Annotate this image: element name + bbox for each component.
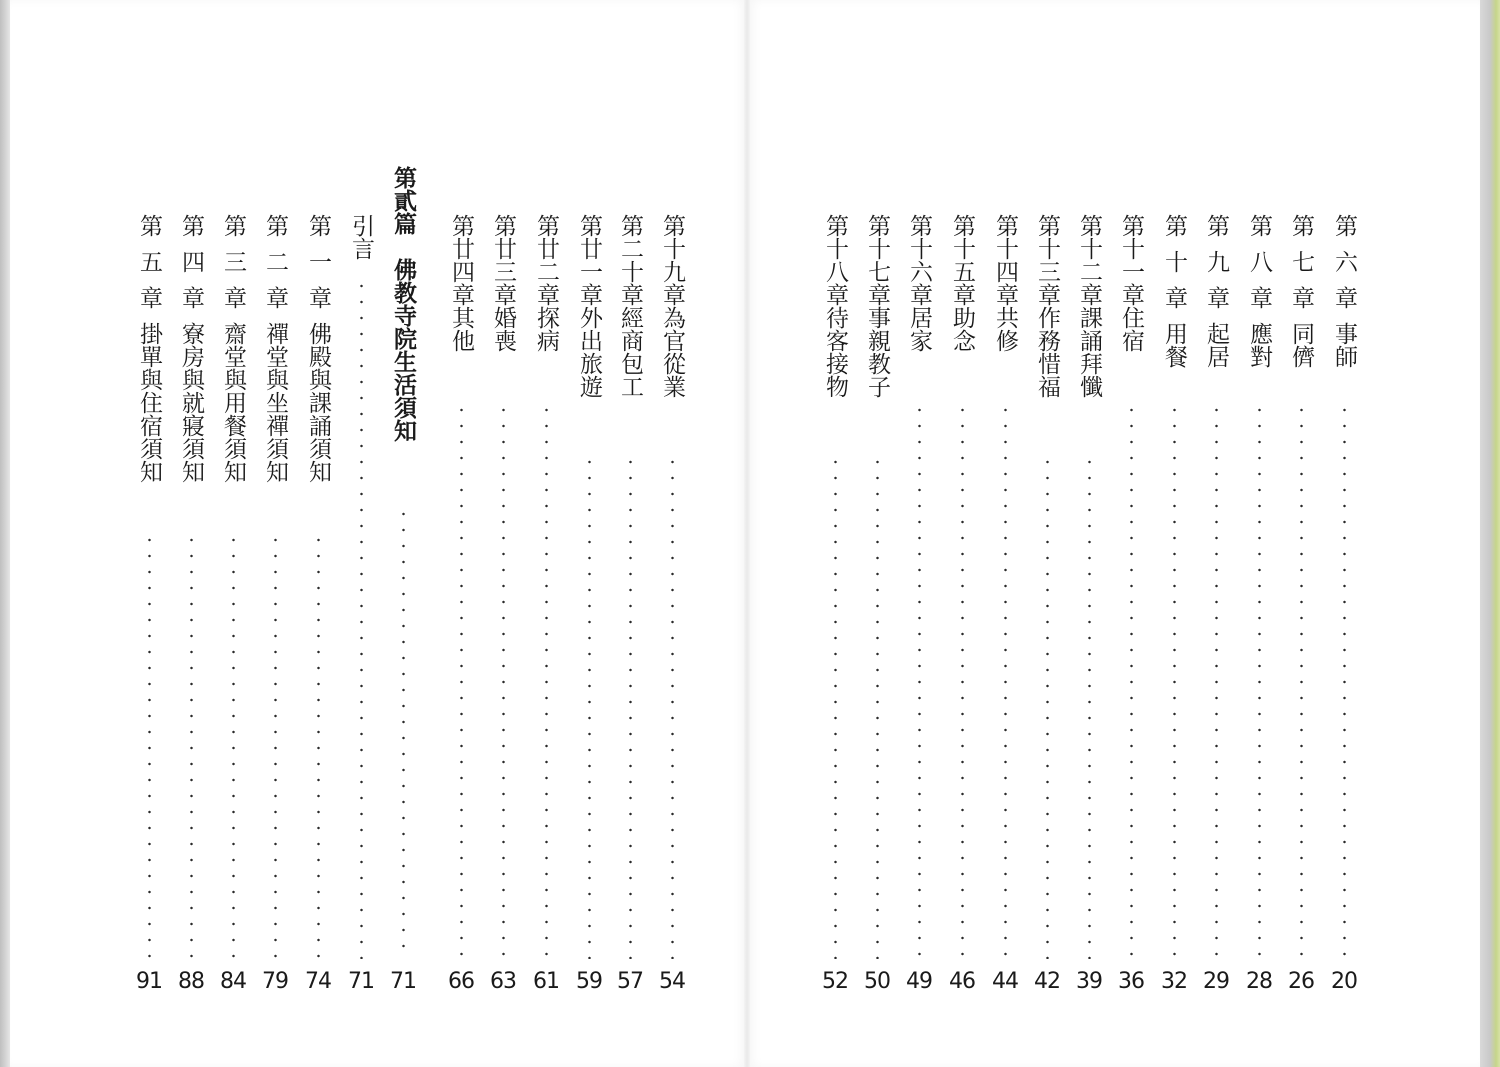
toc-entry: [1246, 214, 1272, 1014]
book-edge-right: [1480, 0, 1500, 1067]
chapter-title: 應對: [1246, 322, 1272, 368]
page-number: 29: [1203, 969, 1229, 994]
chapter-number: 第二十章: [617, 214, 643, 306]
toc-entry: [864, 214, 890, 1014]
page-number: 91: [136, 969, 162, 994]
toc-entry: [906, 214, 932, 1014]
right-page: [747, 0, 1480, 1067]
chapter-title: 事親教子: [864, 306, 890, 398]
page-number: 79: [262, 969, 288, 994]
chapter-title: 課誦拜懺: [1076, 306, 1102, 398]
leader-dots: [671, 454, 674, 959]
chapter-number: 第十一章: [1118, 214, 1144, 306]
chapter-number: 第廿二章: [533, 214, 559, 306]
leader-dots: [232, 532, 235, 959]
leader-dots: [502, 402, 505, 959]
toc-entry: [490, 214, 516, 1014]
page-number: 49: [906, 969, 932, 994]
chapter-title: 掛單與住宿須知: [136, 322, 162, 483]
chapter-title: 寮房與就寢須知: [178, 322, 204, 483]
toc-entry-intro: [348, 214, 374, 1014]
chapter-title: 婚喪: [490, 306, 516, 352]
chapter-number: 第十九章: [659, 214, 685, 306]
chapter-number: 第十七章: [864, 214, 890, 306]
chapter-number: 第十三章: [1034, 214, 1060, 306]
chapter-title: 同儕: [1288, 322, 1314, 368]
part-heading: [390, 166, 416, 994]
toc-entry: [1076, 214, 1102, 1014]
page-number: 66: [448, 969, 474, 994]
toc-entry: [136, 214, 162, 1014]
chapter-number: 第廿一章: [576, 214, 602, 306]
page-number: 71: [390, 969, 416, 994]
chapter-number: 第十二章: [1076, 214, 1102, 306]
toc-entry: [178, 214, 204, 1014]
page-number: 88: [178, 969, 204, 994]
chapter-number: 第九章: [1203, 214, 1229, 322]
chapter-title: 待客接物: [822, 306, 848, 398]
leader-dots: [1258, 402, 1261, 959]
leader-dots: [360, 278, 363, 959]
page-number: 26: [1288, 969, 1314, 994]
leader-dots: [1300, 402, 1303, 959]
chapter-title: 經商包工: [617, 306, 643, 398]
leader-dots: [1046, 454, 1049, 959]
page-number: 50: [864, 969, 890, 994]
chapter-number: 第十八章: [822, 214, 848, 306]
toc-entry: [992, 214, 1018, 1014]
chapter-number: 第十四章: [992, 214, 1018, 306]
chapter-number: 第廿四章: [448, 214, 474, 306]
chapter-number: 第四章: [178, 214, 204, 322]
toc-entry: [822, 214, 848, 1014]
chapter-title: 住宿: [1118, 306, 1144, 352]
book-gutter: [744, 0, 750, 1067]
page-number: 42: [1034, 969, 1060, 994]
page-number: 63: [490, 969, 516, 994]
leader-dots: [274, 532, 277, 959]
toc-entry: [617, 214, 643, 1014]
leader-dots: [317, 532, 320, 959]
page-number: 28: [1246, 969, 1272, 994]
page-number: 46: [949, 969, 975, 994]
leader-dots: [629, 454, 632, 959]
chapter-number: 第一章: [305, 214, 331, 322]
chapter-title: 作務惜福: [1034, 306, 1060, 398]
chapter-title: 共修: [992, 306, 1018, 352]
chapter-title: 齋堂與用餐須知: [220, 322, 246, 483]
page-number: 74: [305, 969, 331, 994]
toc-entry: [1118, 214, 1144, 1014]
part-title: 第貳篇 佛教寺院生活須知: [390, 166, 416, 442]
page-number: 54: [659, 969, 685, 994]
toc-entry: [1161, 214, 1187, 1014]
toc-entry: [220, 214, 246, 1014]
page-number: 71: [348, 969, 374, 994]
chapter-title: 起居: [1203, 322, 1229, 368]
toc-entry: [1331, 214, 1357, 1014]
leader-dots: [460, 402, 463, 959]
page-number: 44: [992, 969, 1018, 994]
toc-entry: [448, 214, 474, 1014]
page-number: 84: [220, 969, 246, 994]
page-number: 57: [617, 969, 643, 994]
book-edge-left: [0, 0, 10, 1067]
chapter-title: 禪堂與坐禪須知: [262, 322, 288, 483]
toc-entry: [1034, 214, 1060, 1014]
leader-dots: [588, 454, 591, 959]
toc-entry: [305, 214, 331, 1014]
toc-entry: [1288, 214, 1314, 1014]
page-number: 61: [533, 969, 559, 994]
page-number: 59: [576, 969, 602, 994]
leader-dots: [148, 532, 151, 959]
leader-dots: [402, 506, 405, 958]
chapter-number: 第十六章: [906, 214, 932, 306]
toc-entry: [659, 214, 685, 1014]
chapter-title: 佛殿與課誦須知: [305, 322, 331, 483]
leader-dots: [876, 454, 879, 959]
chapter-title: 外出旅遊: [576, 306, 602, 398]
leader-dots: [1004, 402, 1007, 959]
toc-entry: [576, 214, 602, 1014]
chapter-title: 助念: [949, 306, 975, 352]
chapter-title: 其他: [448, 306, 474, 352]
chapter-number: 第六章: [1331, 214, 1357, 322]
chapter-title: 事師: [1331, 322, 1357, 368]
leader-dots: [1215, 402, 1218, 959]
chapter-number: 第五章: [136, 214, 162, 322]
chapter-title: 為官從業: [659, 306, 685, 398]
page-number: 39: [1076, 969, 1102, 994]
chapter-number: 第八章: [1246, 214, 1272, 322]
leader-dots: [545, 402, 548, 959]
chapter-number: 第廿三章: [490, 214, 516, 306]
toc-entry: [949, 214, 975, 1014]
page-number: 52: [822, 969, 848, 994]
chapter-number: 第七章: [1288, 214, 1314, 322]
toc-entry: [533, 214, 559, 1014]
chapter-title: 探病: [533, 306, 559, 352]
chapter-number: 第十五章: [949, 214, 975, 306]
leader-dots: [1088, 454, 1091, 959]
chapter-title: 用餐: [1161, 322, 1187, 368]
chapter-number: 第十章: [1161, 214, 1187, 322]
leader-dots: [1130, 402, 1133, 959]
leader-dots: [918, 402, 921, 959]
toc-entry: [1203, 214, 1229, 1014]
toc-entry: [262, 214, 288, 1014]
page-number: 36: [1118, 969, 1144, 994]
leader-dots: [834, 454, 837, 959]
leader-dots: [961, 402, 964, 959]
page-number: 20: [1331, 969, 1357, 994]
leader-dots: [1343, 402, 1346, 959]
intro-title: 引言: [348, 214, 374, 260]
leader-dots: [1173, 402, 1176, 959]
chapter-title: 居家: [906, 306, 932, 352]
chapter-number: 第三章: [220, 214, 246, 322]
leader-dots: [190, 532, 193, 959]
page-number: 32: [1161, 969, 1187, 994]
chapter-number: 第二章: [262, 214, 288, 322]
